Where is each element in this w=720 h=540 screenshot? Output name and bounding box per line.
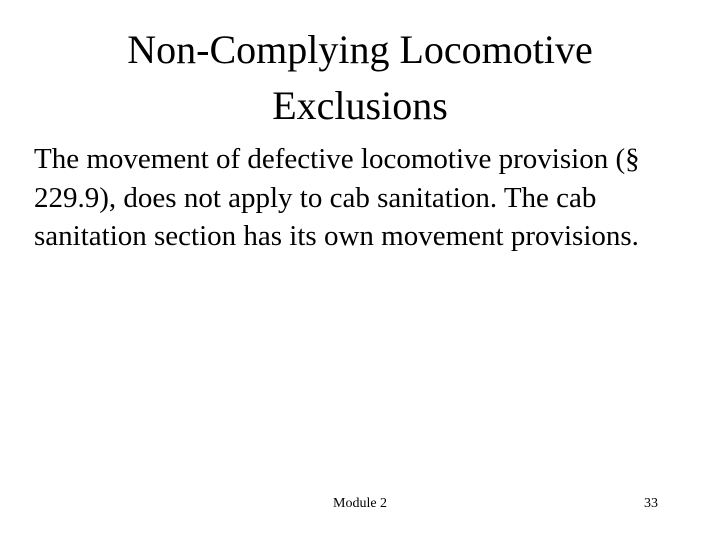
footer-module-label: Module 2 xyxy=(333,496,388,511)
slide-title-line-2: Exclusions xyxy=(272,83,448,128)
slide-page-number: 33 xyxy=(644,496,658,511)
slide-body-text: The movement of defective locomotive provision (§ 229.9), does not apply to cab sanitation. The cab sanitation section has its own movement provisions. xyxy=(34,143,640,252)
slide-title-line-1: Non-Complying Locomotive xyxy=(127,27,593,72)
slide-title xyxy=(0,22,720,134)
